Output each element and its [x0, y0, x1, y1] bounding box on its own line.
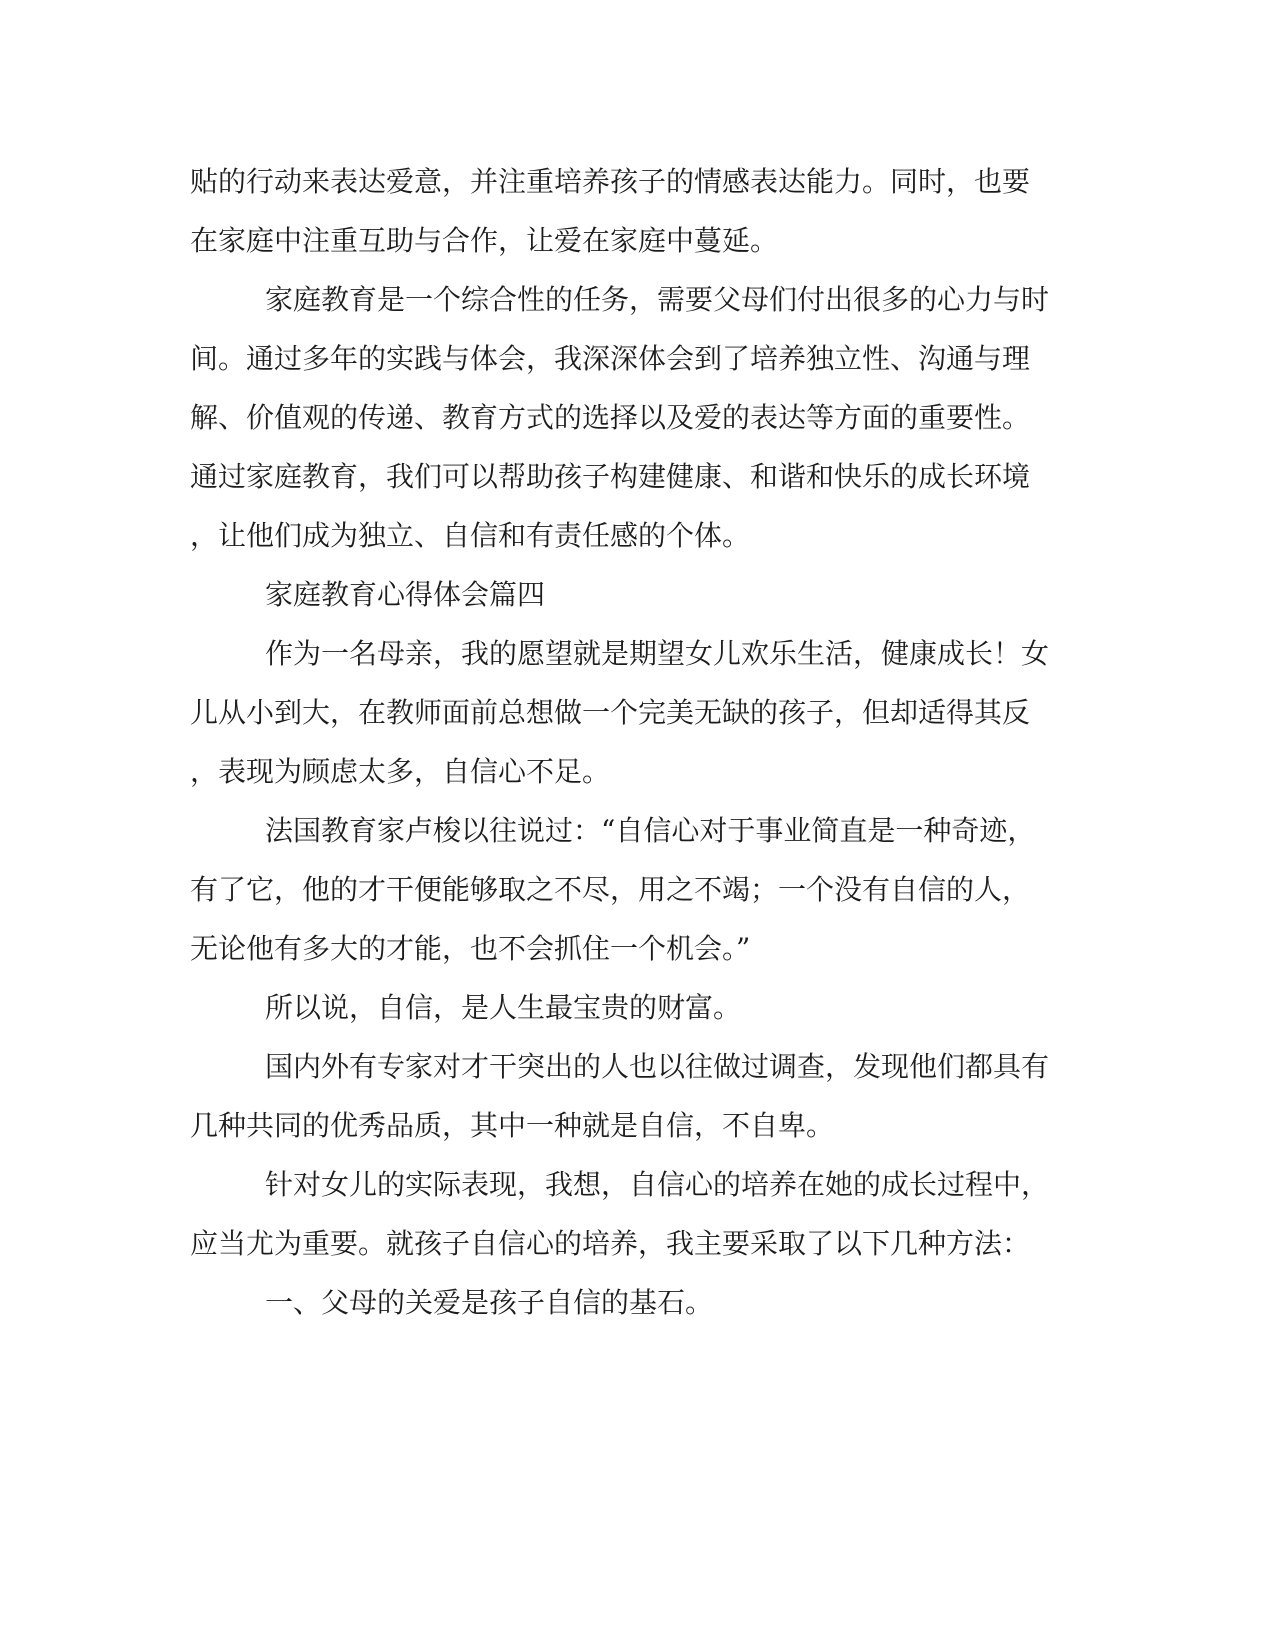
body-text-line: 解、价值观的传递、教育方式的选择以及爱的表达等方面的重要性。 [190, 401, 1031, 434]
body-text-line: 间。通过多年的实践与体会，我深深体会到了培养独立性、沟通与理 [190, 342, 1031, 375]
body-text-line: ，让他们成为独立、自信和有责任感的个体。 [190, 519, 751, 552]
body-text-line: 在家庭中注重互助与合作，让爱在家庭中蔓延。 [190, 224, 779, 257]
body-text-line: 法国教育家卢梭以往说过：“自信心对于事业简直是一种奇迹， [265, 814, 1036, 847]
body-text-line: 针对女儿的实际表现，我想，自信心的培养在她的成长过程中， [265, 1168, 1050, 1201]
body-text-line: 儿从小到大，在教师面前总想做一个完美无缺的孩子，但却适得其反 [190, 696, 1031, 729]
body-text-line: 所以说，自信，是人生最宝贵的财富。 [265, 991, 742, 1024]
section-heading: 家庭教育心得体会篇四 [265, 578, 546, 611]
body-text-line: 通过家庭教育，我们可以帮助孩子构建健康、和谐和快乐的成长环境 [190, 460, 1031, 493]
body-text-line: ，表现为顾虑太多，自信心不足。 [190, 755, 611, 788]
body-text-line: 无论他有多大的才能，也不会抓住一个机会。” [190, 932, 751, 965]
body-text-line: 家庭教育是一个综合性的任务，需要父母们付出很多的心力与时 [265, 283, 1050, 316]
body-text-line: 贴的行动来表达爱意，并注重培养孩子的情感表达能力。同时，也要 [190, 165, 1031, 198]
body-text-line: 有了它，他的才干便能够取之不尽，用之不竭；一个没有自信的人， [190, 873, 1031, 906]
body-text-line: 一、父母的关爱是孩子自信的基石。 [265, 1286, 714, 1319]
body-text-line: 作为一名母亲，我的愿望就是期望女儿欢乐生活，健康成长！女 [265, 637, 1050, 670]
body-text-line: 国内外有专家对才干突出的人也以往做过调查，发现他们都具有 [265, 1050, 1050, 1083]
body-text-line: 几种共同的优秀品质，其中一种就是自信，不自卑。 [190, 1109, 835, 1142]
body-text-line: 应当尤为重要。就孩子自信心的培养，我主要采取了以下几种方法： [190, 1227, 1031, 1260]
